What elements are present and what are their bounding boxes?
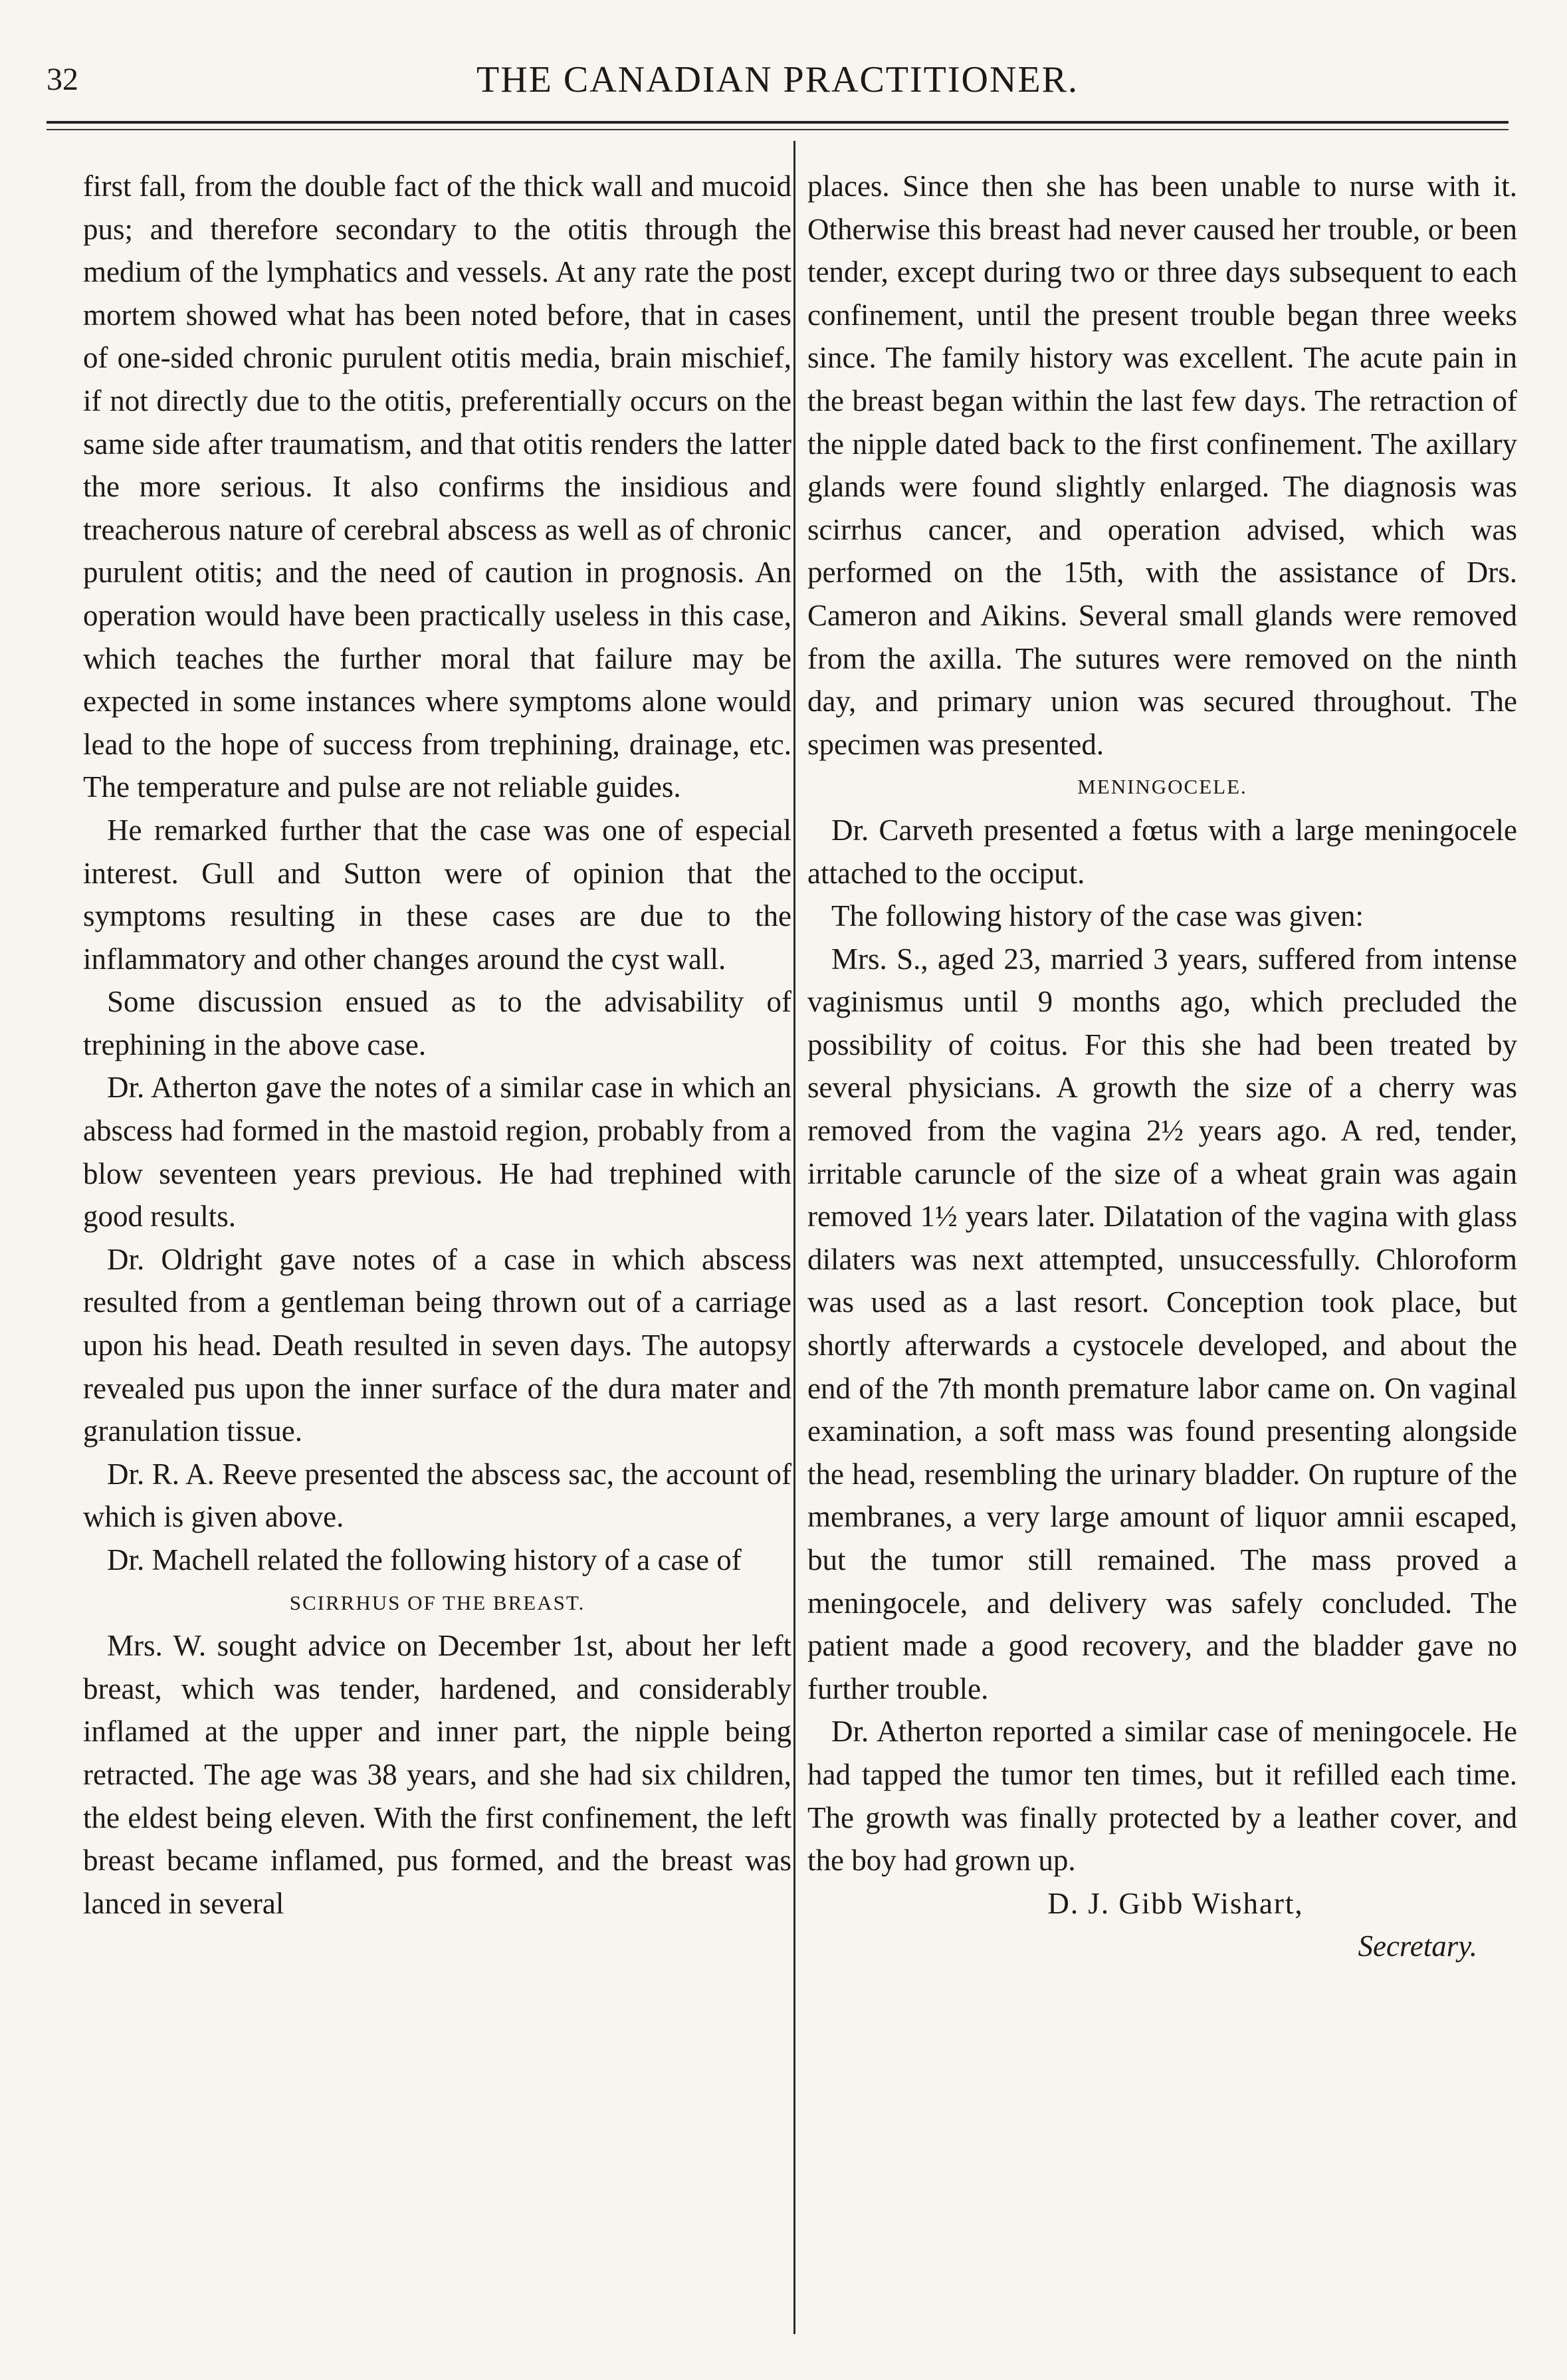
paragraph: Dr. Atherton gave the notes of a similar case in which an abscess had formed in the mastoid region, probably from a blow seventeen years previous. He had trephined with good results. xyxy=(83,1071,791,1234)
paragraph: Dr. R. A. Reeve presented the abscess sac, the account of which is given above. xyxy=(83,1457,791,1534)
paragraph: Dr. Atherton reported a similar case of meningocele. He had tapped the tumor ten times, but it refilled each time. The growth was finally protected by a leather cover, and the boy had grown up. xyxy=(807,1715,1517,1878)
paragraph: Some discussion ensued as to the advisability of trephining in the above case. xyxy=(83,985,791,1061)
page-number: 32 xyxy=(47,62,78,97)
left-column xyxy=(83,165,791,1925)
paragraph: Dr. Carveth presented a fœtus with a large meningocele attached to the occiput. xyxy=(807,813,1517,890)
paragraph: The following history of the case was given: xyxy=(831,899,1364,933)
page-header xyxy=(47,53,1509,113)
paragraph: Dr. Oldright gave notes of a case in which abscess resulted from a gentleman being thrown out of a carriage upon his head. Death resulted in seven days. The autopsy revealed pus upon the inner surface of the dura mater and granulation tissue. xyxy=(83,1242,791,1448)
running-title: THE CANADIAN PRACTITIONER. xyxy=(476,59,1079,100)
paragraph: Mrs. W. sought advice on December 1st, about her left breast, which was tender, hardened, and considerably inflamed at the upper and inner part, the nipple being retracted. The age was 38 years, and she had six children, the eldest being eleven. With the first confinement, the left breast became inflamed, pus formed, and the breast was lanced in several xyxy=(83,1629,791,1920)
paragraph: Mrs. S., aged 23, married 3 years, suffered from intense vaginismus until 9 months ago, which precluded the possibility of coitus. For this she had been treated by several physicians. A growth the size of a cherry was removed from the vagina 2½ years ago. A red, tender, irritable caruncle of the size of a wheat grain was again removed 1½ years later. Dilatation of the vagina with glass dilaters was next attempted, unsuccessfully. Chloroform was used as a last resort. Conception took place, but shortly afterwards a cystocele developed, and about the end of the 7th month premature labor came on. On vaginal examination, a soft mass was found presenting alongside the head, resembling the urinary bladder. On rupture of the membranes, a very large amount of liquor amnii escaped, but the tumor still remained. The mass proved a meningocele, and delivery was safely concluded. The patient made a good recovery, and the bladder gave no further trouble. xyxy=(807,942,1517,1705)
section-heading: MENINGOCELE. xyxy=(1077,775,1247,799)
header-rule xyxy=(47,121,1509,124)
right-column xyxy=(807,165,1517,1968)
header-rule-thin xyxy=(47,129,1509,130)
paragraph: first fall, from the double fact of the thick wall and mucoid pus; and therefore secondary to the otitis through the medium of the lymphatics and vessels. At any rate the post mortem showed what has been noted before, that in cases of one-sided chronic purulent otitis media, brain mischief, if not directly due to the otitis, preferentially occurs on the same side after traumatism, and that otitis renders the latter the more serious. It also confirms the insidious and treacherous nature of cerebral abscess as well as of chronic purulent otitis; and the need of caution in prognosis. An operation would have been practically useless in this case, which teaches the further moral that failure may be expected in some instances where symptoms alone would lead to the hope of success from trephining, drainage, etc. The temperature and pulse are not reliable guides. xyxy=(83,169,791,804)
column-divider xyxy=(793,141,795,2334)
section-heading: SCIRRHUS OF THE BREAST. xyxy=(289,1590,585,1614)
paragraph: Dr. Machell related the following history of a case of xyxy=(107,1543,742,1576)
paragraph: He remarked further that the case was one of especial interest. Gull and Sutton were of opinion that the symptoms resulting in these cases are due to the inflammatory and other changes around the cyst wall. xyxy=(83,813,791,976)
paragraph: places. Since then she has been unable to nurse with it. Otherwise this breast had never caused her trouble, or been tender, except during two or three days subsequent to each confinement, until the present trouble began three weeks since. The family history was excellent. The acute pain in the breast began within the last few days. The retraction of the nipple dated back to the first confinement. The axillary glands were found slightly enlarged. The diagnosis was scirrhus cancer, and operation advised, which was performed on the 15th, with the assistance of Drs. Cameron and Aikins. Several small glands were removed from the axilla. The sutures were removed on the ninth day, and primary union was secured throughout. The specimen was presented. xyxy=(807,169,1517,761)
signature-name: D. J. Gibb Wishart, xyxy=(1047,1886,1304,1920)
signature-role: Secretary. xyxy=(1358,1929,1477,1963)
